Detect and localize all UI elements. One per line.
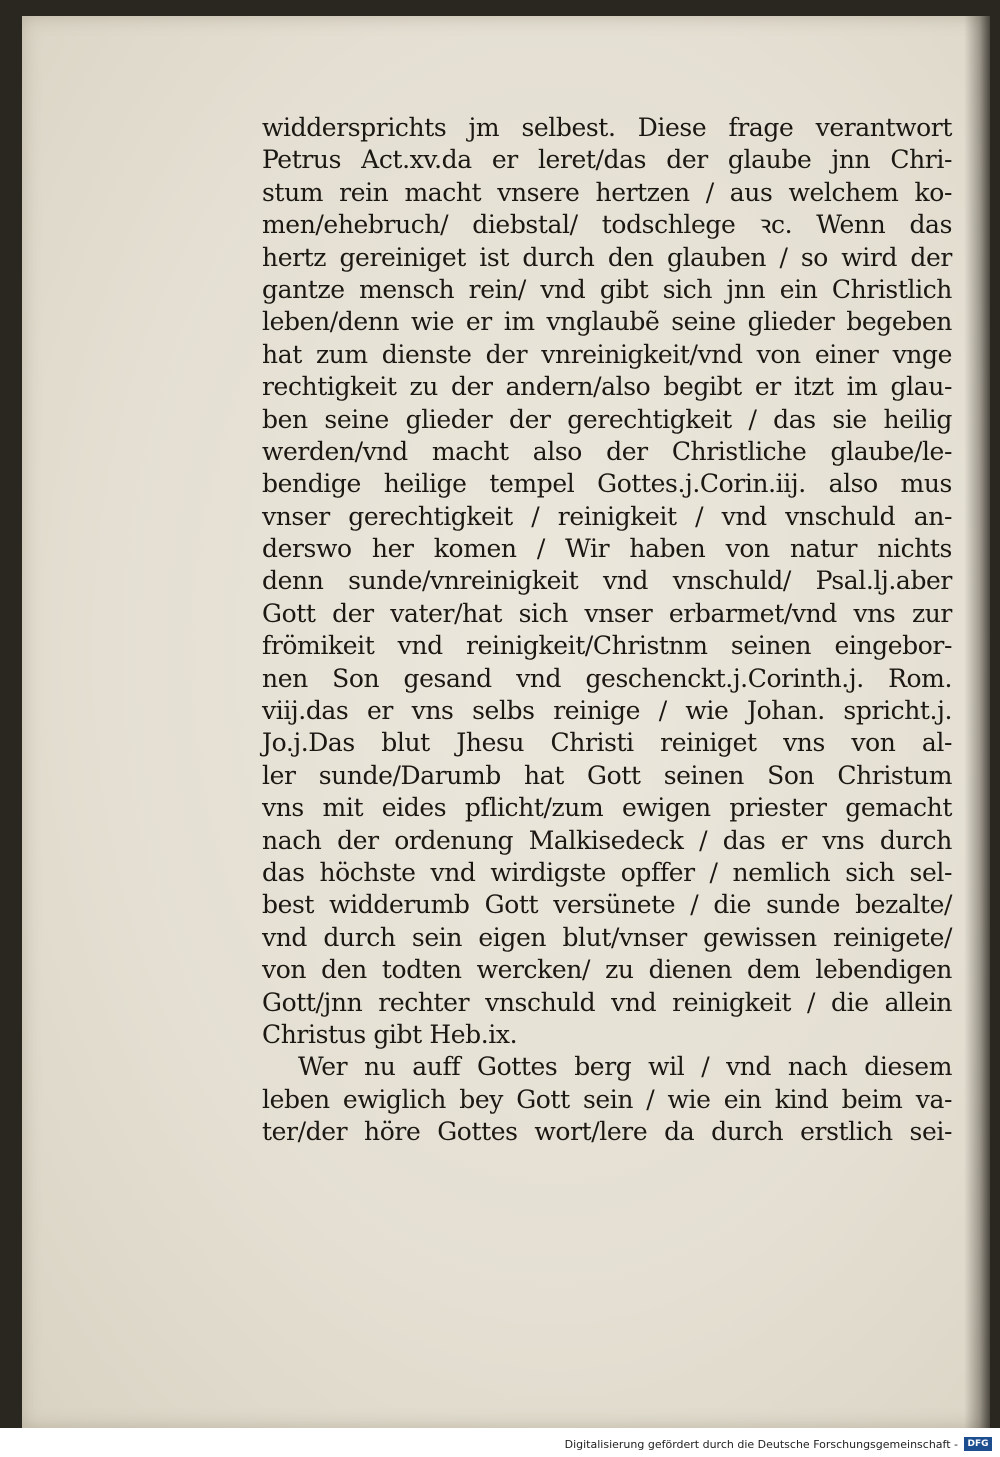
text-line: von den todten wercken/ zu dienen dem lebendigen — [262, 955, 952, 985]
paragraph-end-line: Christus gibt Heb.ix. — [262, 1019, 518, 1049]
text-line: ler sunde/Darumb hat Gott seinen Son Christum — [262, 760, 952, 790]
text-line: ben seine glieder der gerechtigkeit / das sie heilig — [262, 404, 952, 434]
text-line: viij.das er vns selbs reinige / wie Johan. spricht.j. — [262, 696, 952, 726]
text-line: nach der ordenung Malkisedeck / das er vns durch — [262, 825, 952, 855]
text-line: frömikeit vnd reinigkeit/Christnm seinen eingebor- — [262, 631, 952, 661]
text-line: best widderumb Gott versünete / die sunde bezalte/ — [262, 890, 952, 920]
text-line: leben ewiglich bey Gott sein / wie ein kind beim va- — [262, 1084, 952, 1114]
text-line: werden/vnd macht also der Christliche glaube/le- — [262, 436, 952, 466]
text-line: leben/denn wie er im vnglaubẽ seine glieder begeben — [262, 307, 952, 337]
text-line: vnser gerechtigkeit / reinigkeit / vnd vnschuld an- — [262, 501, 952, 531]
text-line: widdersprichts jm selbest. Diese frage verantwort — [262, 113, 952, 142]
text-line: ter/der höre Gottes wort/lere da durch erstlich sei- — [262, 1117, 952, 1147]
text-line: hertz gereiniget ist durch den glauben / so wird der — [262, 242, 952, 272]
text-line: hat zum dienste der vnreinigkeit/vnd von einer vnge — [262, 339, 952, 369]
text-line: vnd durch sein eigen blut/vnser gewissen reinigete/ — [262, 922, 952, 952]
funding-credit: Digitalisierung gefördert durch die Deutsche Forschungsgemeinschaft - — [564, 1438, 958, 1451]
text-line: denn sunde/vnreinigkeit vnd vnschuld/ Psal.lj.aber — [262, 566, 952, 596]
text-line: stum rein macht vnsere hertzen / aus welchem ko- — [262, 177, 952, 207]
text-line: vns mit eides pflicht/zum ewigen priester gemacht — [262, 793, 952, 823]
dfg-logo: DFG — [964, 1437, 992, 1451]
text-line: Petrus Act.xv.da er leret/das der glaube jnn Chri- — [262, 145, 952, 175]
binding-shadow — [964, 16, 990, 1428]
text-line: das höchste vnd wirdigste opffer / nemlich sich sel- — [262, 857, 952, 887]
text-line: derswo her komen / Wir haben von natur nichts — [262, 534, 952, 564]
paragraph-start-line: Wer nu auff Gottes berg wil / vnd nach diesem — [298, 1052, 952, 1082]
text-line: gantze mensch rein/ vnd gibt sich jnn ein Christlich — [262, 274, 952, 304]
text-line: bendige heilige tempel Gottes.j.Corin.iij. also mus — [262, 469, 952, 499]
text-line: Jo.j.Das blut Jhesu Christi reiniget vns von al- — [262, 728, 952, 758]
body-text — [262, 112, 952, 1149]
text-line: nen Son gesand vnd geschenckt.j.Corinth.j. Rom. — [262, 663, 952, 693]
text-line: Gott/jnn rechter vnschuld vnd reinigkeit / die allein — [262, 987, 952, 1017]
text-line: rechtigkeit zu der andern/also begibt er itzt im glau- — [262, 372, 952, 402]
text-line: men/ehebruch/ diebstal/ todschlege ꝛc. Wenn das — [262, 210, 952, 240]
text-line: Gott der vater/hat sich vnser erbarmet/vnd vns zur — [262, 598, 952, 628]
